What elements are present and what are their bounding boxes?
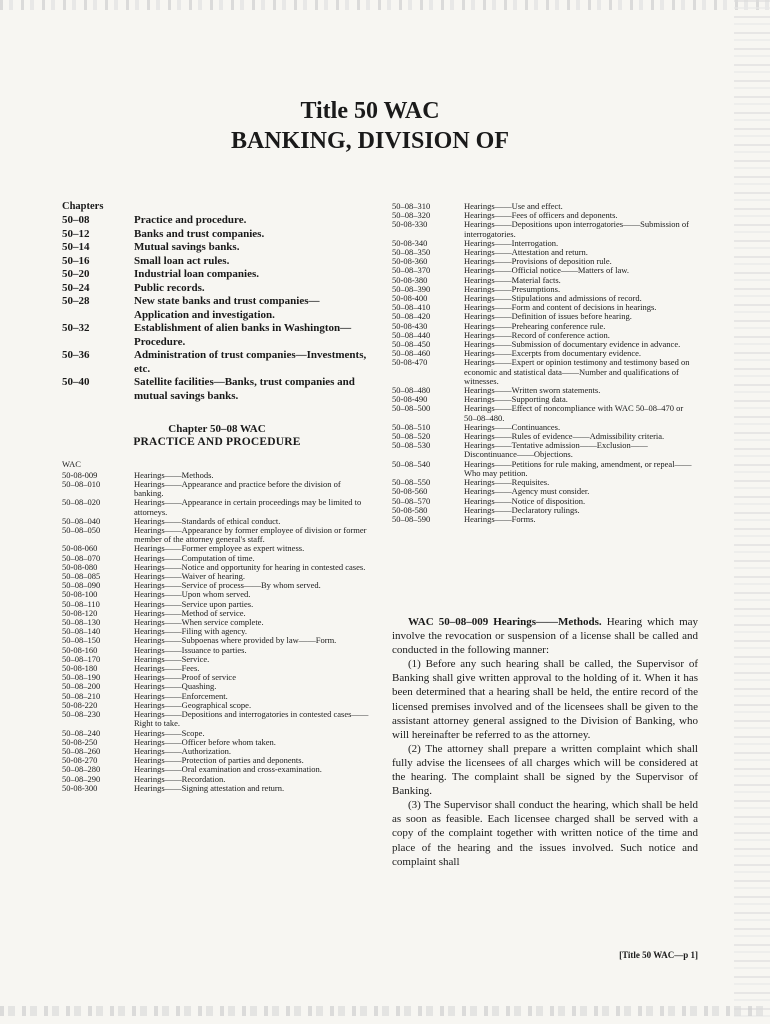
section-code: 50–08–500	[392, 403, 431, 414]
section-code: 50–08–570	[392, 495, 431, 506]
section-code: 50–08–130	[62, 617, 101, 628]
section-code: 50–08–320	[392, 210, 431, 221]
section-code: 50-08-340	[392, 237, 428, 248]
chapter-item	[62, 214, 372, 228]
section-title: Hearings——Petitions for rule making, amendment, or repeal——Who may petition.	[464, 458, 692, 478]
section-entry	[392, 515, 698, 524]
chapter-number: 50–36	[62, 349, 90, 362]
section-title: Hearings——Presumptions.	[464, 283, 561, 294]
section-title: Hearings——Effect of noncompliance with WAC 50–08–470 or 50–08–480.	[464, 403, 684, 423]
chapter-item	[62, 255, 372, 269]
section-entry	[392, 220, 698, 238]
section-title: Hearings——Rules of evidence——Admissibility criteria.	[464, 431, 665, 442]
section-title: Hearings——Requisites.	[464, 477, 550, 488]
section-code: 50-08-270	[62, 755, 98, 766]
section-title: Hearings——Oral examination and cross-examination.	[134, 764, 322, 775]
section-title: Hearings——Provisions of deposition rule.	[464, 256, 612, 267]
section-code: 50–08–420	[392, 311, 431, 322]
section-code: 50–08–370	[392, 265, 431, 276]
section-code: 50–08–440	[392, 329, 431, 340]
body-paragraph-3: (2) The attorney shall prepare a written complaint which shall fully advise the licensees of all charges which will be considered at the hearing. The complaint shall be signed by the Supervisor of Banking.	[392, 742, 698, 798]
section-title: Hearings——Stipulations and admissions of record.	[464, 293, 642, 304]
section-code: 50–08–240	[62, 727, 101, 738]
section-code: 50–08–020	[62, 497, 101, 508]
chapter-number: 50–24	[62, 281, 90, 294]
section-code: 50–08–230	[62, 709, 101, 720]
section-entry	[392, 358, 698, 386]
section-code: 50-08-490	[392, 394, 428, 405]
section-title: Hearings——Supporting data.	[464, 394, 568, 405]
page-footer: [Title 50 WAC—p 1]	[619, 950, 698, 960]
section-title: Hearings——Former employee as expert witness.	[134, 543, 305, 554]
section-code: 50-08-580	[392, 504, 428, 515]
section-heading: WAC 50–08–009 Hearings——Methods.	[408, 616, 602, 628]
section-title: Hearings——Forms.	[464, 513, 536, 524]
section-title: Hearings——Subpoenas where provided by law——Form.	[134, 635, 337, 646]
scan-artifact-bottom	[0, 1006, 770, 1016]
chapter-title-text: Establishment of alien banks in Washington—Procedure.	[134, 322, 352, 348]
section-title: Hearings——Proof of service	[134, 672, 236, 683]
section-code: 50-08-430	[392, 320, 428, 331]
body-paragraph-2: (1) Before any such hearing shall be called, the Supervisor of Banking shall give written approval to the holding of it. When it has been determined that a hearing shall be held, the entire record of the licensed premises involved and of the licensees shall be given to the assistant attorney general assigned to the Division of Banking, who will hereinafter be referred to as the attorney.	[392, 658, 698, 741]
section-code: 50–08–140	[62, 626, 101, 637]
section-code: 50-08-160	[62, 644, 98, 655]
section-entry	[62, 655, 372, 664]
chapter-item	[62, 228, 372, 242]
section-code: 50–08–040	[62, 515, 101, 526]
body-paragraph-1-text: Hearing which may involve the revocation or suspension of a license shall be called and conducted in the following manner:	[392, 616, 699, 657]
right-column	[392, 202, 698, 524]
chapter-title-text: Satellite facilities—Banks, trust companies and mutual savings banks.	[134, 376, 355, 402]
chapters-items	[62, 214, 372, 403]
section-entry	[392, 506, 698, 515]
scan-artifact-top	[0, 0, 770, 10]
chapters-heading: Chapters	[62, 201, 104, 212]
chapter-item	[62, 322, 372, 349]
section-entry	[62, 498, 372, 516]
chapter-title-text: Mutual savings banks.	[134, 241, 240, 254]
section-title: Hearings——Quashing.	[134, 681, 217, 692]
chapter-number: 50–32	[62, 322, 90, 335]
left-column	[62, 202, 372, 793]
section-title: Hearings——Geographical scope.	[134, 699, 252, 710]
section-code: 50–08–410	[392, 302, 431, 313]
section-entry	[62, 646, 372, 655]
section-title: Hearings——Protection of parties and deponents.	[134, 755, 304, 766]
section-code: 50–08–050	[62, 525, 101, 536]
section-title: Hearings——Material facts.	[464, 274, 561, 285]
section-title: Hearings——Signing attestation and return.	[134, 782, 285, 793]
chapter-number: 50–40	[62, 376, 90, 389]
section-title: Hearings——Interrogation.	[464, 237, 559, 248]
section-title: Hearings——Appearance in certain proceedings may be limited to attorneys.	[134, 497, 362, 517]
chapter-number: 50–14	[62, 241, 90, 254]
section-code: 50–08–550	[392, 477, 431, 488]
section-code: 50–08–290	[62, 773, 101, 784]
sections-list-left	[62, 471, 372, 793]
chapter-title-text: Banks and trust companies.	[134, 227, 265, 240]
section-title: Hearings——Service upon parties.	[134, 598, 254, 609]
chapter-item	[62, 376, 372, 403]
chapter-number: 50–12	[62, 227, 90, 240]
chapter-item	[62, 349, 372, 376]
section-title: Hearings——Fees.	[134, 663, 200, 674]
section-entry	[392, 460, 698, 478]
section-code: 50–08–480	[392, 385, 431, 396]
section-code: 50-08-100	[62, 589, 98, 600]
section-title: Hearings——Excerpts from documentary evidence.	[464, 348, 642, 359]
section-code: 50-08-009	[62, 469, 98, 480]
section-entry	[62, 784, 372, 793]
chapter-number: 50–16	[62, 254, 90, 267]
chapter-item	[62, 295, 372, 322]
chapter-title-text: New state banks and trust companies— Application and investigation.	[134, 295, 320, 321]
chapter-number: 50–28	[62, 295, 90, 308]
chapter-item	[62, 241, 372, 255]
chapters-list	[62, 202, 372, 403]
section-title: Hearings——Record of conference action.	[464, 329, 610, 340]
section-title: Hearings——Recordation.	[134, 773, 226, 784]
section-code: 50-08-250	[62, 736, 98, 747]
section-code: 50–08–390	[392, 283, 431, 294]
section-title: Hearings——Appearance by former employee of division or former member of the attorney general's staff.	[134, 525, 367, 545]
section-entry	[62, 480, 372, 498]
section-title: Hearings——Agency must consider.	[464, 486, 590, 497]
section-code: 50–08–450	[392, 339, 431, 350]
section-title: Hearings——Fees of officers and deponents.	[464, 210, 618, 221]
section-entry	[392, 441, 698, 459]
section-title: Hearings——Notice of disposition.	[464, 495, 586, 506]
section-code: 50–08–540	[392, 458, 431, 469]
section-title: Hearings——Tentative admission——Exclusion——Discontinuance——Objections.	[464, 440, 648, 460]
section-code: 50-08-120	[62, 607, 98, 618]
section-title: Hearings——Service.	[134, 653, 210, 664]
section-code: 50-08-180	[62, 663, 98, 674]
section-code: 50-08-330	[392, 219, 428, 230]
chapter-title-text: Small loan act rules.	[134, 254, 230, 267]
chapter-item	[62, 268, 372, 282]
chapter-item	[62, 282, 372, 296]
section-code: 50–08–530	[392, 440, 431, 451]
section-code: 50–08–010	[62, 479, 101, 490]
section-code: 50–08–170	[62, 653, 101, 664]
section-code: 50–08–350	[392, 247, 431, 258]
section-code: 50–08–210	[62, 690, 101, 701]
section-code: 50–08–590	[392, 513, 431, 524]
section-code: 50-08-060	[62, 543, 98, 554]
body-paragraph-1	[392, 615, 698, 657]
section-code: 50–08–260	[62, 745, 101, 756]
section-code: 50-08-560	[392, 486, 428, 497]
section-title: Hearings——Attestation and return.	[464, 247, 588, 258]
section-title: Hearings——Appearance and practice before the division of banking.	[134, 479, 341, 499]
section-title: Hearings——Filing with agency.	[134, 626, 247, 637]
section-title: Hearings——Upon whom served.	[134, 589, 251, 600]
section-body	[392, 615, 698, 869]
sections-list-right	[392, 202, 698, 524]
title-line-2: BANKING, DIVISION OF	[230, 128, 510, 154]
body-paragraph-4: (3) The Supervisor shall conduct the hearing, which shall be held as soon as feasible. Each licensee charged shall be served with a copy of the complaint together with written notice of the time and place of the hearing and the issues involved. Such notice and complaint shall	[392, 799, 698, 868]
section-title: Hearings——Notice and opportunity for hearing in contested cases.	[134, 561, 366, 572]
section-title: Hearings——Method of service.	[134, 607, 246, 618]
section-code: 50–08–070	[62, 552, 101, 563]
section-code: 50–08–200	[62, 681, 101, 692]
section-code: 50–08–280	[62, 764, 101, 775]
section-title: Hearings——Expert or opinion testimony and testimony based on economic and statistical data——Number and qualifications of witnesses.	[464, 357, 690, 386]
section-title: Hearings——Enforcement.	[134, 690, 228, 701]
section-title: Hearings——Scope.	[134, 727, 205, 738]
section-title: Hearings——Definition of issues before hearing.	[464, 311, 632, 322]
section-title: Hearings——Depositions upon interrogatories——Submission of interrogatories.	[464, 219, 689, 239]
section-title: Hearings——When service complete.	[134, 617, 264, 628]
section-code: 50–08–520	[392, 431, 431, 442]
section-title: Hearings——Official notice——Matters of law.	[464, 265, 629, 276]
section-code: 50-08-400	[392, 293, 428, 304]
section-title: Hearings——Submission of documentary evidence in advance.	[464, 339, 681, 350]
chapter-title-text: Practice and procedure.	[134, 214, 247, 227]
section-code: 50–08–510	[392, 421, 431, 432]
chapter-title-text: Industrial loan companies.	[134, 268, 259, 281]
section-code: 50–08–090	[62, 580, 101, 591]
title-line-1: Title 50 WAC	[300, 98, 440, 124]
section-title: Hearings——Officer before whom taken.	[134, 736, 276, 747]
section-title: Hearings——Written sworn statements.	[464, 385, 601, 396]
chapter-label: Chapter 50–08 WAC	[168, 423, 266, 436]
section-code: 50-08-080	[62, 561, 98, 572]
section-code: 50–08–460	[392, 348, 431, 359]
section-code: 50-08-220	[62, 699, 98, 710]
page-title	[0, 96, 740, 156]
chapter-title-text: Public records.	[134, 281, 205, 294]
section-title: Hearings——Use and effect.	[464, 201, 563, 211]
chapter-number: 50–20	[62, 268, 90, 281]
section-code: 50–08–085	[62, 571, 101, 582]
section-title: Hearings——Authorization.	[134, 745, 232, 756]
section-title: Hearings——Service of process——By whom served.	[134, 580, 321, 591]
section-title: Hearings——Computation of time.	[134, 552, 255, 563]
section-entry	[62, 673, 372, 682]
section-title: Hearings——Declaratory rulings.	[464, 504, 580, 515]
section-code: 50–08–190	[62, 672, 101, 683]
section-entry	[392, 404, 698, 422]
section-title: Hearings——Prehearing conference rule.	[464, 320, 606, 331]
chapter-number: 50–08	[62, 214, 90, 227]
section-title: Hearings——Issuance to parties.	[134, 644, 247, 655]
section-code: 50–08–150	[62, 635, 101, 646]
section-title: Hearings——Form and content of decisions in hearings.	[464, 302, 657, 313]
section-entry	[62, 710, 372, 728]
chapter-title-text: Administration of trust companies—Investments, etc.	[134, 349, 367, 375]
wac-column-label: WAC	[62, 458, 81, 469]
chapter-title: PRACTICE AND PROCEDURE	[133, 436, 301, 449]
section-title: Hearings——Depositions and interrogatories in contested cases——Right to take.	[134, 709, 369, 729]
section-title: Hearings——Methods.	[134, 469, 214, 480]
section-title: Hearings——Standards of ethical conduct.	[134, 515, 281, 526]
section-title: Hearings——Waiver of hearing.	[134, 571, 245, 582]
section-code: 50-08-300	[62, 782, 98, 793]
section-code: 50–08–310	[392, 201, 431, 211]
section-code: 50-08-380	[392, 274, 428, 285]
section-title: Hearings——Continuances.	[464, 421, 561, 432]
section-entry	[62, 526, 372, 544]
section-code: 50-08-360	[392, 256, 428, 267]
section-code: 50-08-470	[392, 357, 428, 368]
section-code: 50–08–110	[62, 598, 100, 609]
